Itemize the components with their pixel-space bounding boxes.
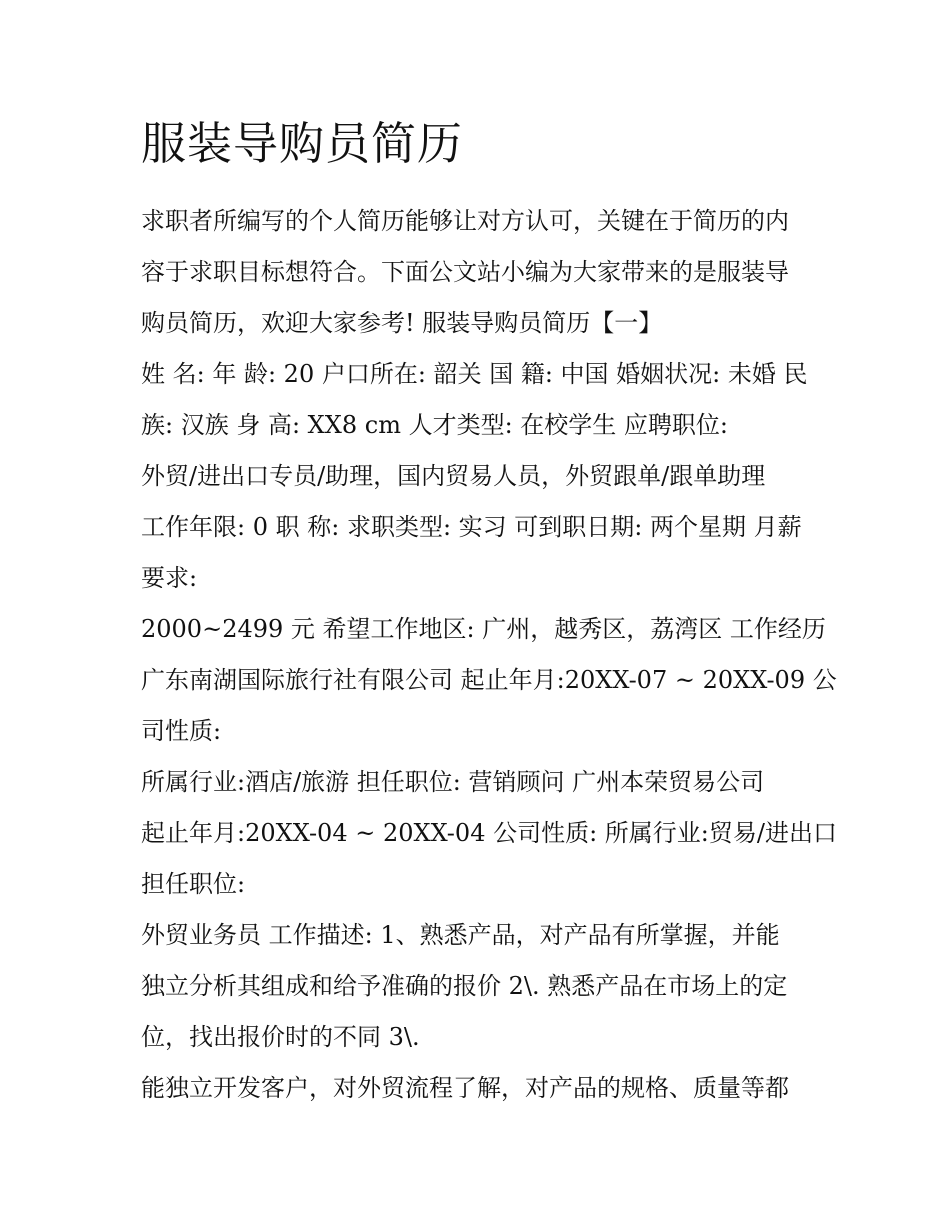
body-line: 位，找出报价时的不同 3\. (141, 1023, 420, 1051)
document-body (141, 196, 837, 1114)
body-line: 能独立开发客户，对外贸流程了解，对产品的规格、质量等都 (141, 1074, 789, 1102)
body-line: 购员简历，欢迎大家参考! 服装导购员简历【一】 (141, 309, 663, 337)
body-line: 起止年月:20XX-04 ~ 20XX-04 公司性质: 所属行业:贸易/进出口 (141, 819, 837, 847)
body-line: 族: 汉族 身 高: XX8 cm 人才类型: 在校学生 应聘职位: (141, 411, 729, 439)
body-line: 独立分析其组成和给予准确的报价 2\. 熟悉产品在市场上的定 (141, 972, 788, 1000)
body-line: 外贸/进出口专员/助理，国内贸易人员，外贸跟单/跟单助理 (141, 462, 766, 490)
body-line: 姓 名: 年 龄: 20 户口所在: 韶关 国 籍: 中国 婚姻状况: 未婚 民 (141, 360, 808, 388)
body-line: 求职者所编写的个人简历能够让对方认可，关键在于简历的内 (141, 207, 789, 235)
body-line: 要求: (141, 564, 198, 592)
document-title: 服装导购员简历 (141, 117, 464, 170)
body-line: 担任职位: (141, 870, 246, 898)
body-line: 工作年限: 0 职 称: 求职类型: 实习 可到职日期: 两个星期 月薪 (141, 513, 802, 541)
body-line: 广东南湖国际旅行社有限公司 起止年月:20XX-07 ~ 20XX-09 公 (141, 666, 837, 694)
body-line: 容于求职目标想符合。下面公文站小编为大家带来的是服装导 (141, 258, 789, 286)
body-line: 司性质: (141, 717, 222, 745)
body-line: 2000~2499 元 希望工作地区: 广州，越秀区，荔湾区 工作经历 (141, 615, 826, 643)
body-line: 所属行业:酒店/旅游 担任职位: 营销顾问 广州本荣贸易公司 (141, 768, 765, 796)
body-line: 外贸业务员 工作描述: 1、熟悉产品，对产品有所掌握，并能 (141, 921, 780, 949)
